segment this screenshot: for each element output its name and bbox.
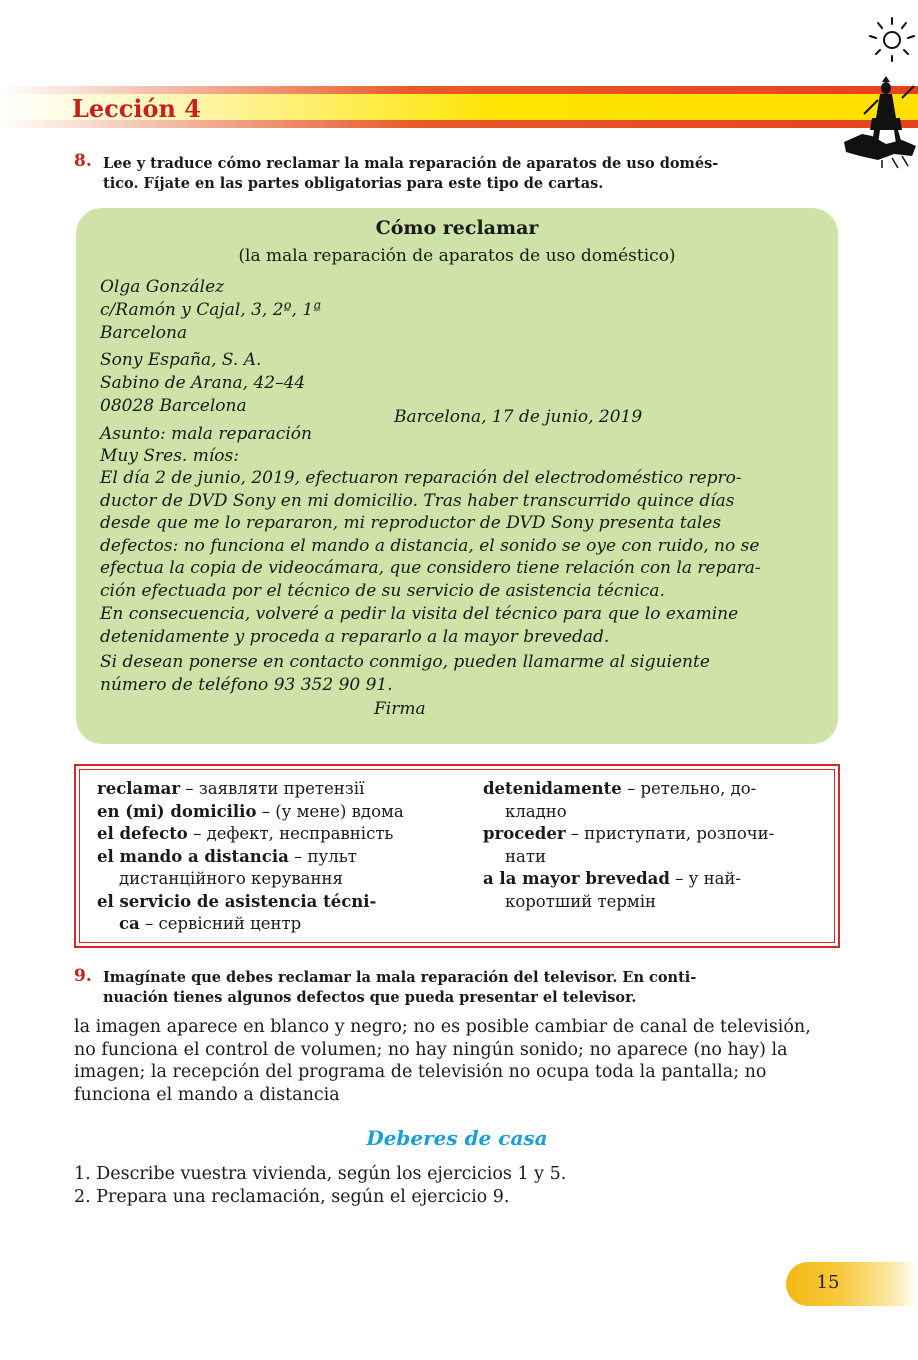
sender-street: c/Ramón y Cajal, 3, 2º, 1ª <box>100 300 322 320</box>
lesson-title: Lección 4 <box>72 94 201 123</box>
sun-icon <box>866 14 916 62</box>
recipient-company: Sony España, S. A. <box>100 350 262 370</box>
page-number: 15 <box>816 1272 840 1293</box>
vocab-item-reclamar: reclamar – заявляти претензії <box>97 779 365 798</box>
exercise-8-instruction-line-1: Lee y traduce cómo reclamar la mala reparación de aparatos de uso domés- <box>103 155 719 172</box>
exercise-8-instruction-line-2: tico. Fíjate en las partes obligatorias para este tipo de cartas. <box>103 175 604 192</box>
homework-item-2: 2. Prepara una reclamación, según el ejercicio 9. <box>74 1187 510 1207</box>
homework-item-1: 1. Describe vuestra vivienda, según los ejercicios 1 y 5. <box>74 1164 567 1184</box>
sender-name: Olga González <box>100 277 225 297</box>
vocab-item-mando-a-distancia: el mando a distancia – пульт <box>97 846 357 866</box>
letter-date: Barcelona, 17 de junio, 2019 <box>394 407 643 427</box>
recipient-city: 08028 Barcelona <box>100 396 247 416</box>
vocab-item-detenidamente: detenidamente – ретельно, до- <box>483 779 757 798</box>
vocab-item-mayor-brevedad-continuation: коротший термін <box>505 891 657 911</box>
header-stripe-top <box>0 86 918 94</box>
exercise-8-number: 8. <box>74 151 92 171</box>
letter-paragraph-1-line-3: desde que me lo repararon, mi reproductor de DVD Sony presenta tales <box>100 513 722 533</box>
letter-paragraph-2-line-1: En consecuencia, volveré a pedir la visita del técnico para que lo examine <box>100 604 739 624</box>
vocab-item-servicio-asistencia: el servicio de asistencia técni- <box>97 891 377 911</box>
letter-paragraph-1-line-6: ción efectuada por el técnico de su servicio de asistencia técnica. <box>100 580 665 601</box>
don-quijote-icon <box>842 74 918 170</box>
recipient-street: Sabino de Arana, 42–44 <box>100 373 306 393</box>
sender-city: Barcelona <box>100 323 188 343</box>
tv-defects-line-3: imagen; la recepción del programa de televisión no ocupa toda la pantalla; no <box>74 1062 767 1082</box>
exercise-9-number: 9. <box>74 966 92 986</box>
vocabulary-right-column <box>483 778 817 913</box>
letter-paragraph-3-line-1: Si desean ponerse en contacto conmigo, pueden llamarme al siguiente <box>100 652 710 672</box>
letter-greeting: Muy Sres. míos: <box>100 446 239 466</box>
letter-subtitle: (la mala reparación de aparatos de uso doméstico) <box>238 246 676 266</box>
letter-subject: Asunto: mala reparación <box>100 424 312 444</box>
vocab-item-detenidamente-continuation: кладно <box>505 801 567 821</box>
vocab-item-servicio-asistencia-continuation: ca – сервісний центр <box>119 914 302 933</box>
vocab-item-mayor-brevedad: a la mayor brevedad – у най- <box>483 869 742 888</box>
letter-signature: Firma <box>374 699 426 719</box>
page-number-tab <box>786 1262 918 1306</box>
letter-paragraph-2-line-2: detenidamente y proceda a repararlo a la mayor brevedad. <box>100 626 610 647</box>
tv-defects-line-2: no funciona el control de volumen; no hay ningún sonido; no aparece (no hay) la <box>74 1039 788 1060</box>
tv-defects-list <box>74 1016 840 1106</box>
vocab-item-proceder-continuation: нати <box>505 846 546 866</box>
letter-paragraph-1-line-2: ductor de DVD Sony en mi domicilio. Tras haber transcurrido quince días <box>100 490 735 511</box>
letter-paragraph-1-line-1: El día 2 de junio, 2019, efectuaron reparación del electrodoméstico repro- <box>100 468 742 488</box>
letter-paragraph-1-line-5: efectua la copia de videocámara, que considero tiene relación con la repara- <box>100 558 761 578</box>
letter-title: Cómo reclamar <box>375 217 539 239</box>
vocab-item-domicilio: en (mi) domicilio – (у мене) вдома <box>97 801 404 821</box>
letter-paragraph-1-line-4: defectos: no funciona el mando a distancia, el sonido se oye con ruido, no se <box>100 535 760 556</box>
tv-defects-line-1: la imagen aparece en blanco y negro; no es posible cambiar de canal de televisión, <box>74 1017 811 1037</box>
vocab-item-defecto: el defecto – дефект, несправність <box>97 824 394 843</box>
exercise-9-instruction-line-2: nuación tienes algunos defectos que pueda presentar el televisor. <box>103 989 637 1006</box>
homework-title: Deberes de casa <box>366 1126 548 1150</box>
vocab-item-proceder: proceder – приступати, розпочи- <box>483 824 775 843</box>
vocabulary-left-column <box>97 778 432 936</box>
letter-paragraph-3-line-2: número de teléfono 93 352 90 91. <box>100 674 393 695</box>
tv-defects-line-4: funciona el mando a distancia <box>74 1084 340 1105</box>
exercise-9-instruction-line-1: Imagínate que debes reclamar la mala reparación del televisor. En conti- <box>103 969 697 986</box>
vocab-item-mando-a-distancia-continuation: дистанційного керування <box>119 869 343 888</box>
